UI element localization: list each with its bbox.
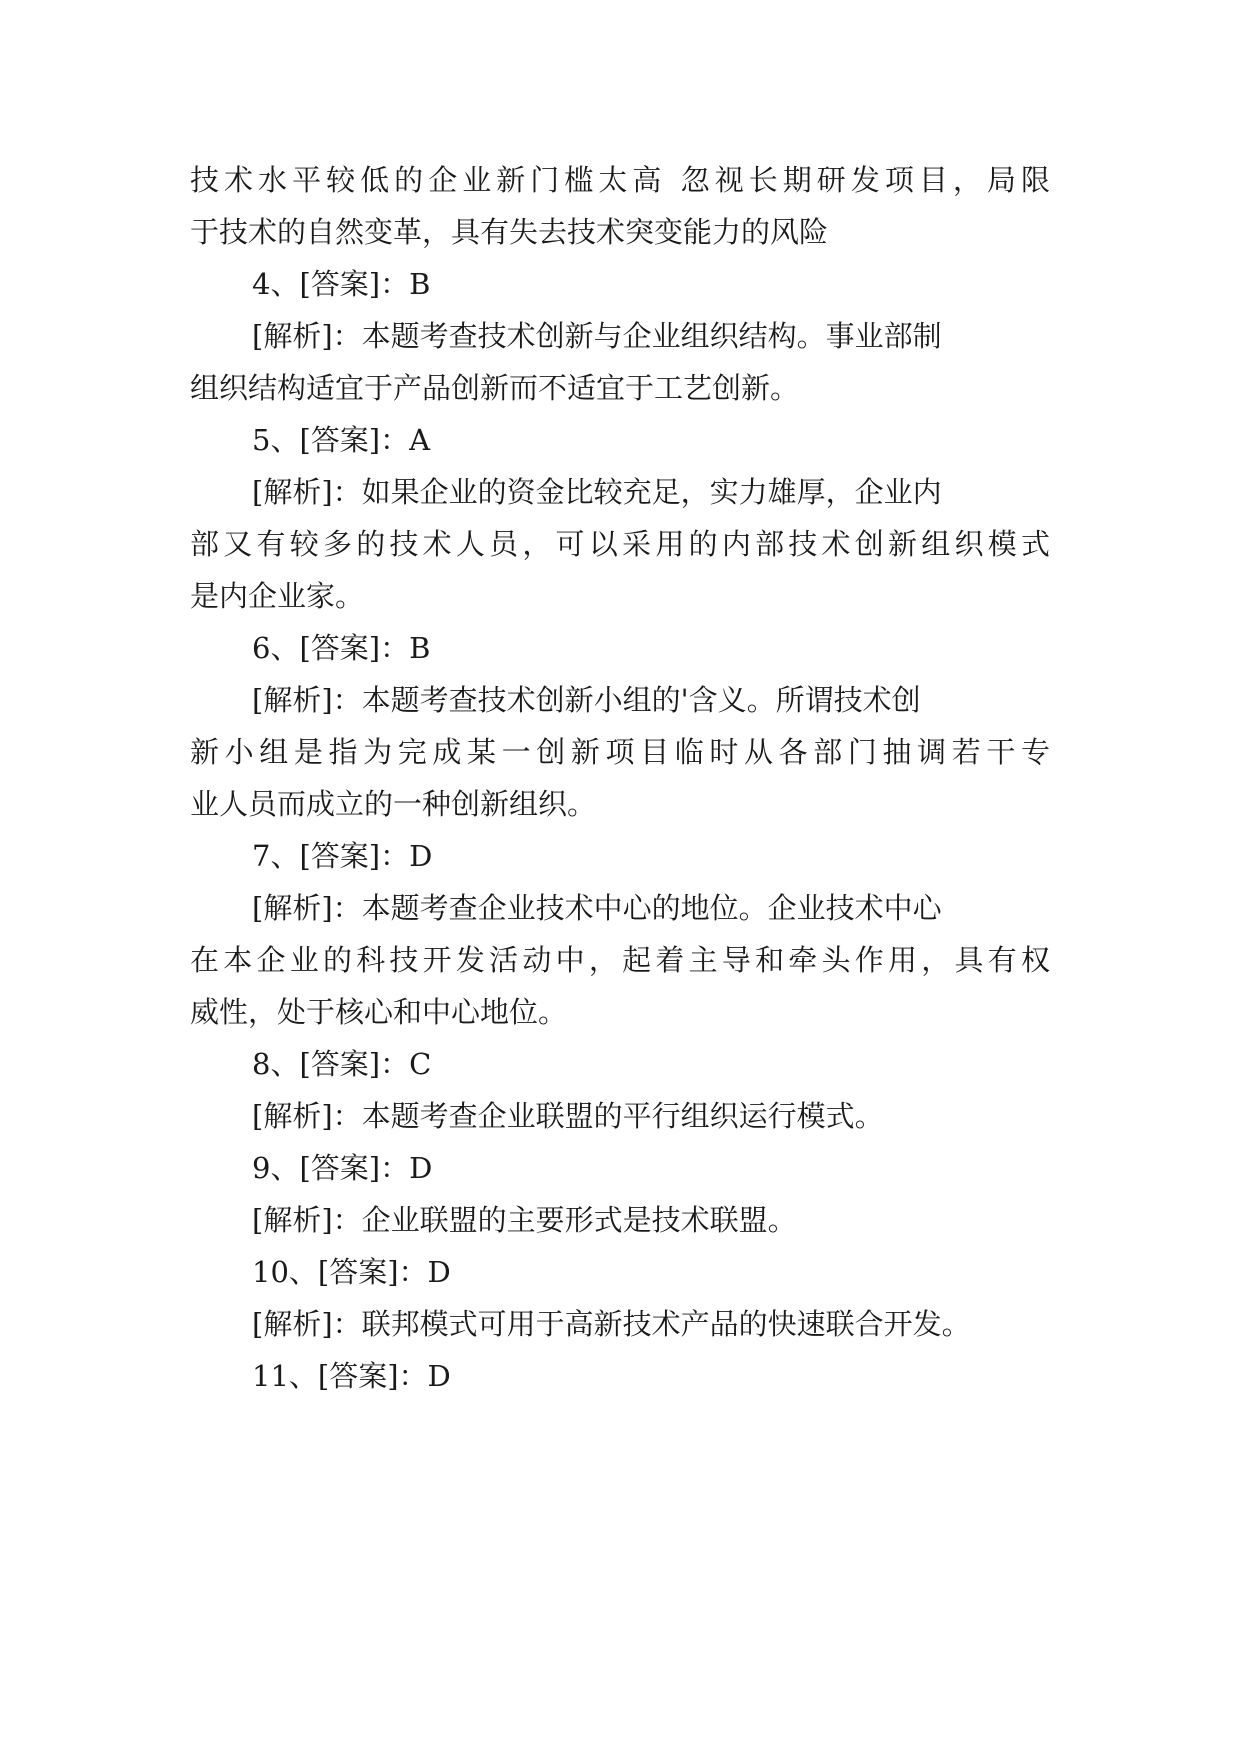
analysis-line: [解析]：联邦模式可用于高新技术产品的快速联合开发。 — [252, 1307, 971, 1341]
paragraph-line: 业人员而成立的一种创新组织。 — [190, 787, 597, 821]
answer-line: 7、[答案]：D — [252, 839, 433, 873]
answer-line: 9、[答案]：D — [252, 1151, 433, 1185]
paragraph-line: 在本企业的科技开发活动中，起着主导和牵头作用，具有权 — [190, 943, 1050, 977]
paragraph-line: 技术水平较低的企业新门槛太高 忽视长期研发项目，局限 — [190, 163, 1050, 197]
answer-line: 6、[答案]：B — [252, 631, 431, 665]
analysis-line: [解析]：本题考查技术创新与企业组织结构。事业部制 — [252, 319, 942, 353]
analysis-line: [解析]：企业联盟的主要形式是技术联盟。 — [252, 1203, 797, 1237]
paragraph-line: 部又有较多的技术人员，可以采用的内部技术创新组织模式 — [190, 527, 1050, 561]
analysis-line: [解析]：本题考查技术创新小组的'含义。所谓技术创 — [252, 683, 921, 717]
answer-line: 4、[答案]：B — [252, 267, 431, 301]
paragraph-line: 新小组是指为完成某一创新项目临时从各部门抽调若干专 — [190, 735, 1050, 769]
paragraph-line: 于技术的自然变革，具有失去技术突变能力的风险 — [190, 215, 829, 249]
paragraph-line: 组织结构适宜于产品创新而不适宜于工艺创新。 — [190, 371, 800, 405]
answer-line: 11、[答案]：D — [252, 1359, 451, 1393]
analysis-line: [解析]：如果企业的资金比较充足，实力雄厚，企业内 — [252, 475, 942, 509]
answer-line: 8、[答案]：C — [252, 1047, 432, 1081]
analysis-line: [解析]：本题考查企业技术中心的地位。企业技术中心 — [252, 891, 942, 925]
answer-line: 5、[答案]：A — [252, 423, 431, 457]
analysis-line: [解析]：本题考查企业联盟的平行组织运行模式。 — [252, 1099, 884, 1133]
answer-line: 10、[答案]：D — [252, 1255, 451, 1289]
paragraph-line: 威性，处于核心和中心地位。 — [190, 995, 568, 1029]
paragraph-line: 是内企业家。 — [190, 579, 365, 613]
